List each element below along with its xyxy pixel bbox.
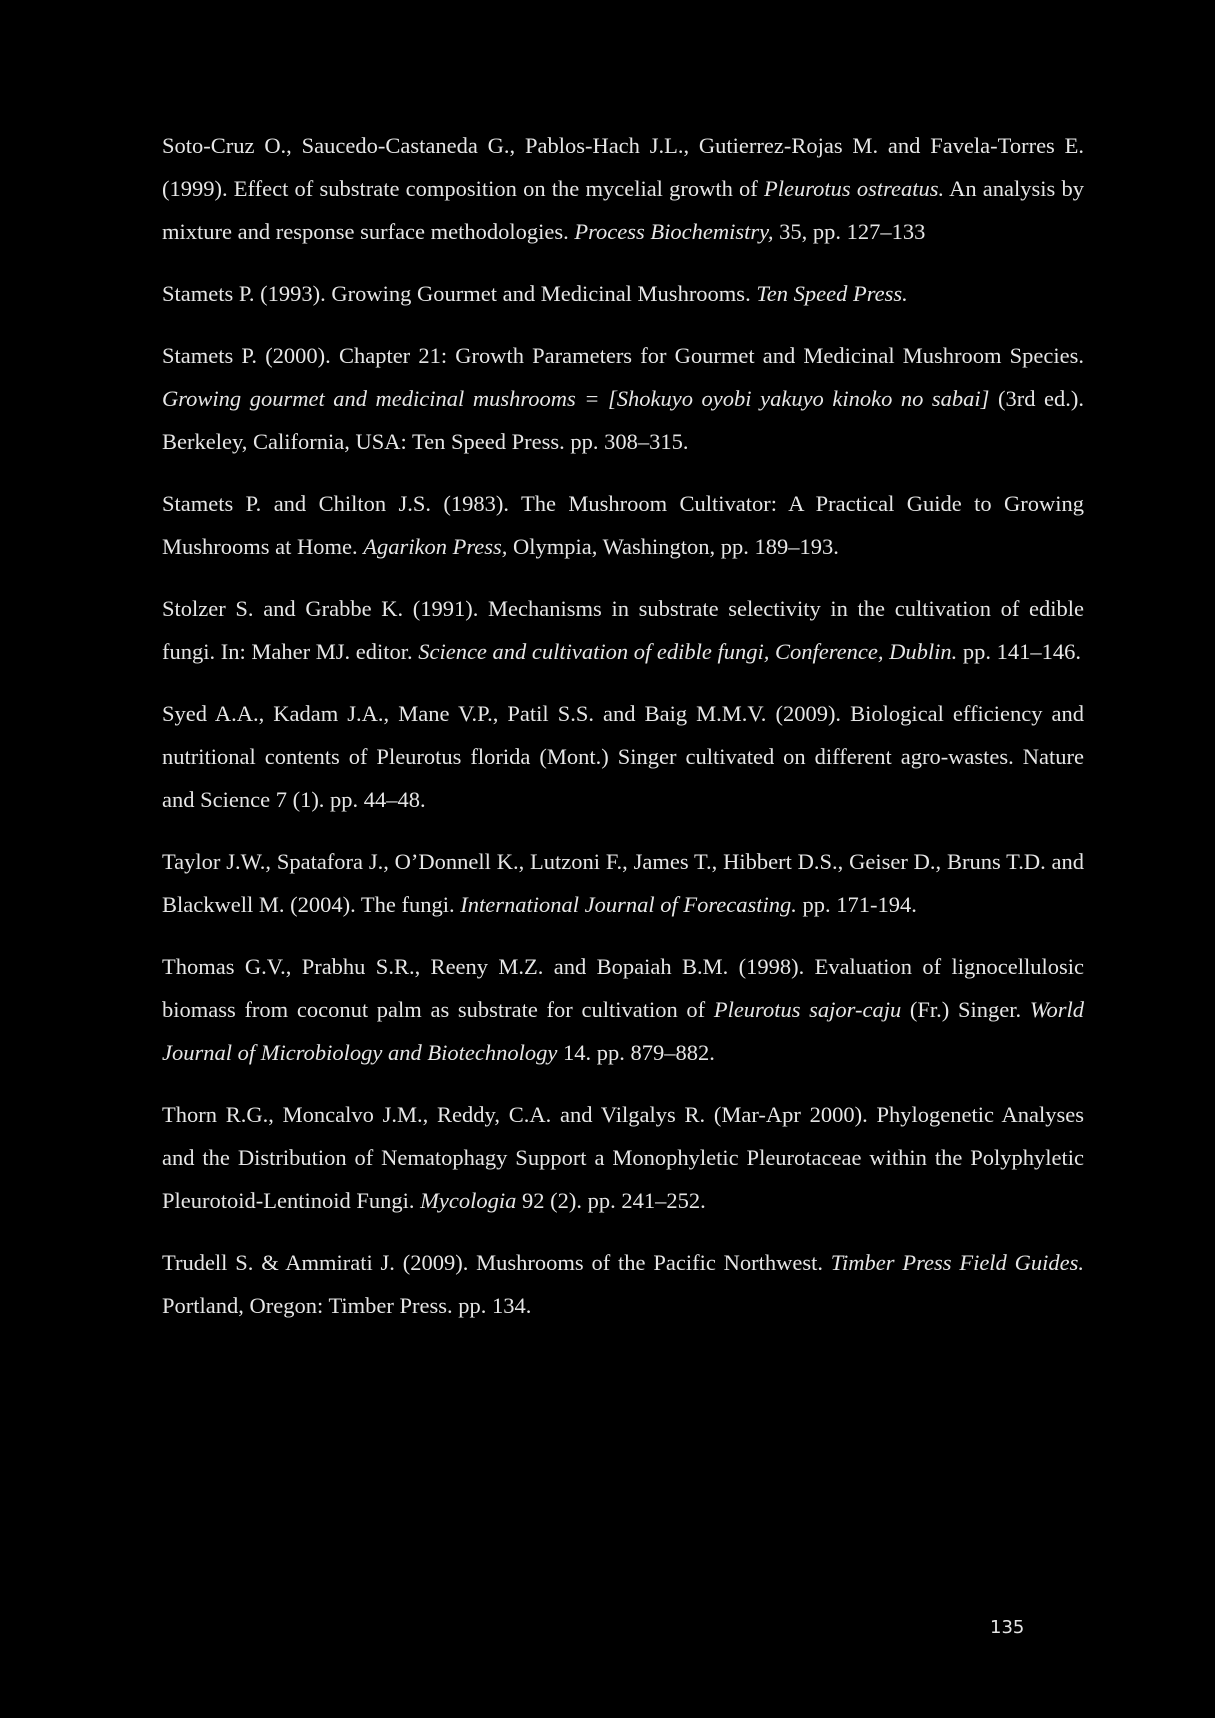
- reference-text: An analysis by mixture and response surface methodologies.: [162, 176, 1084, 244]
- reference-entry: [162, 272, 1084, 315]
- reference-entry: [162, 1093, 1084, 1222]
- reference-entry: [162, 482, 1084, 568]
- reference-italic-text: Pleurotus ostreatus.: [764, 176, 945, 201]
- reference-entry: [162, 1241, 1084, 1327]
- reference-text: Thorn R.G., Moncalvo J.M., Reddy, C.A. and Vilgalys R. (Mar-Apr 2000). Phylogenetic Analyses and the Distribution of Nematophagy Support a Monophyletic Pleurotaceae within the Polyphyletic Pleurotoid-Lentinoid Fungi.: [162, 1102, 1084, 1213]
- reference-text: (3rd ed.). Berkeley, California, USA: Ten Speed Press. pp. 308–315.: [162, 386, 1084, 454]
- reference-italic-text: Growing gourmet and medicinal mushrooms = [Shokuyo oyobi yakuyo kinoko no sabai]: [162, 386, 990, 411]
- page-number: 135: [990, 1617, 1025, 1638]
- reference-text: Thomas G.V., Prabhu S.R., Reeny M.Z. and Bopaiah B.M. (1998). Evaluation of lignocellulosic biomass from coconut palm as substrate for cultivation of: [162, 954, 1084, 1022]
- reference-text: 14. pp. 879–882.: [557, 1040, 715, 1065]
- reference-entry: [162, 124, 1084, 253]
- reference-text: Stamets P. (2000). Chapter 21: Growth Parameters for Gourmet and Medicinal Mushroom Species.: [162, 343, 1084, 368]
- reference-italic-text: Process Biochemistry,: [574, 219, 774, 244]
- reference-text: Stamets P. (1993). Growing Gourmet and Medicinal Mushrooms.: [162, 281, 757, 306]
- reference-text: pp. 141–146.: [957, 639, 1082, 664]
- reference-text: Olympia, Washington, pp. 189–193.: [507, 534, 839, 559]
- reference-text: Syed A.A., Kadam J.A., Mane V.P., Patil S.S. and Baig M.M.V. (2009). Biological efficiency and nutritional contents of Pleurotus florida (Mont.) Singer cultivated on different agro-wastes. Nature and Science 7 (1). pp. 44–48.: [162, 701, 1084, 812]
- reference-text: 35, pp. 127–133: [773, 219, 926, 244]
- reference-entry: [162, 587, 1084, 673]
- reference-italic-text: International Journal of Forecasting.: [460, 892, 797, 917]
- reference-text: Trudell S. & Ammirati J. (2009). Mushrooms of the Pacific Northwest.: [162, 1250, 831, 1275]
- reference-text: Soto-Cruz O., Saucedo-Castaneda G., Pablos-Hach J.L., Gutierrez-Rojas M. and Favela-Torres E. (1999). Effect of substrate composition on the mycelial growth of: [162, 133, 1084, 201]
- reference-text: pp. 171-194.: [796, 892, 917, 917]
- reference-italic-text: Timber Press Field Guides.: [830, 1250, 1084, 1275]
- reference-list: [162, 124, 1084, 1346]
- reference-text: Stolzer S. and Grabbe K. (1991). Mechanisms in substrate selectivity in the cultivation of edible fungi. In: Maher MJ. editor.: [162, 596, 1084, 664]
- reference-text: Taylor J.W., Spatafora J., O’Donnell K., Lutzoni F., James T., Hibbert D.S., Geiser D., Bruns T.D. and Blackwell M. (2004). The fungi.: [162, 849, 1084, 917]
- reference-entry: [162, 945, 1084, 1074]
- reference-entry: [162, 334, 1084, 463]
- reference-italic-text: Agarikon Press,: [363, 534, 508, 559]
- reference-italic-text: Pleurotus sajor-caju: [713, 997, 902, 1022]
- reference-italic-text: Ten Speed Press.: [756, 281, 908, 306]
- reference-text: Stamets P. and Chilton J.S. (1983). The Mushroom Cultivator: A Practical Guide to Growing Mushrooms at Home.: [162, 491, 1084, 559]
- reference-text: Portland, Oregon: Timber Press. pp. 134.: [162, 1293, 532, 1318]
- reference-text: 92 (2). pp. 241–252.: [516, 1188, 706, 1213]
- reference-italic-text: Science and cultivation of edible fungi, Conference, Dublin.: [418, 639, 958, 664]
- reference-entry: [162, 840, 1084, 926]
- reference-entry: [162, 692, 1084, 821]
- reference-text: (Fr.) Singer.: [901, 997, 1030, 1022]
- reference-italic-text: World Journal of Microbiology and Biotechnology: [162, 997, 1084, 1065]
- reference-italic-text: Mycologia: [420, 1188, 517, 1213]
